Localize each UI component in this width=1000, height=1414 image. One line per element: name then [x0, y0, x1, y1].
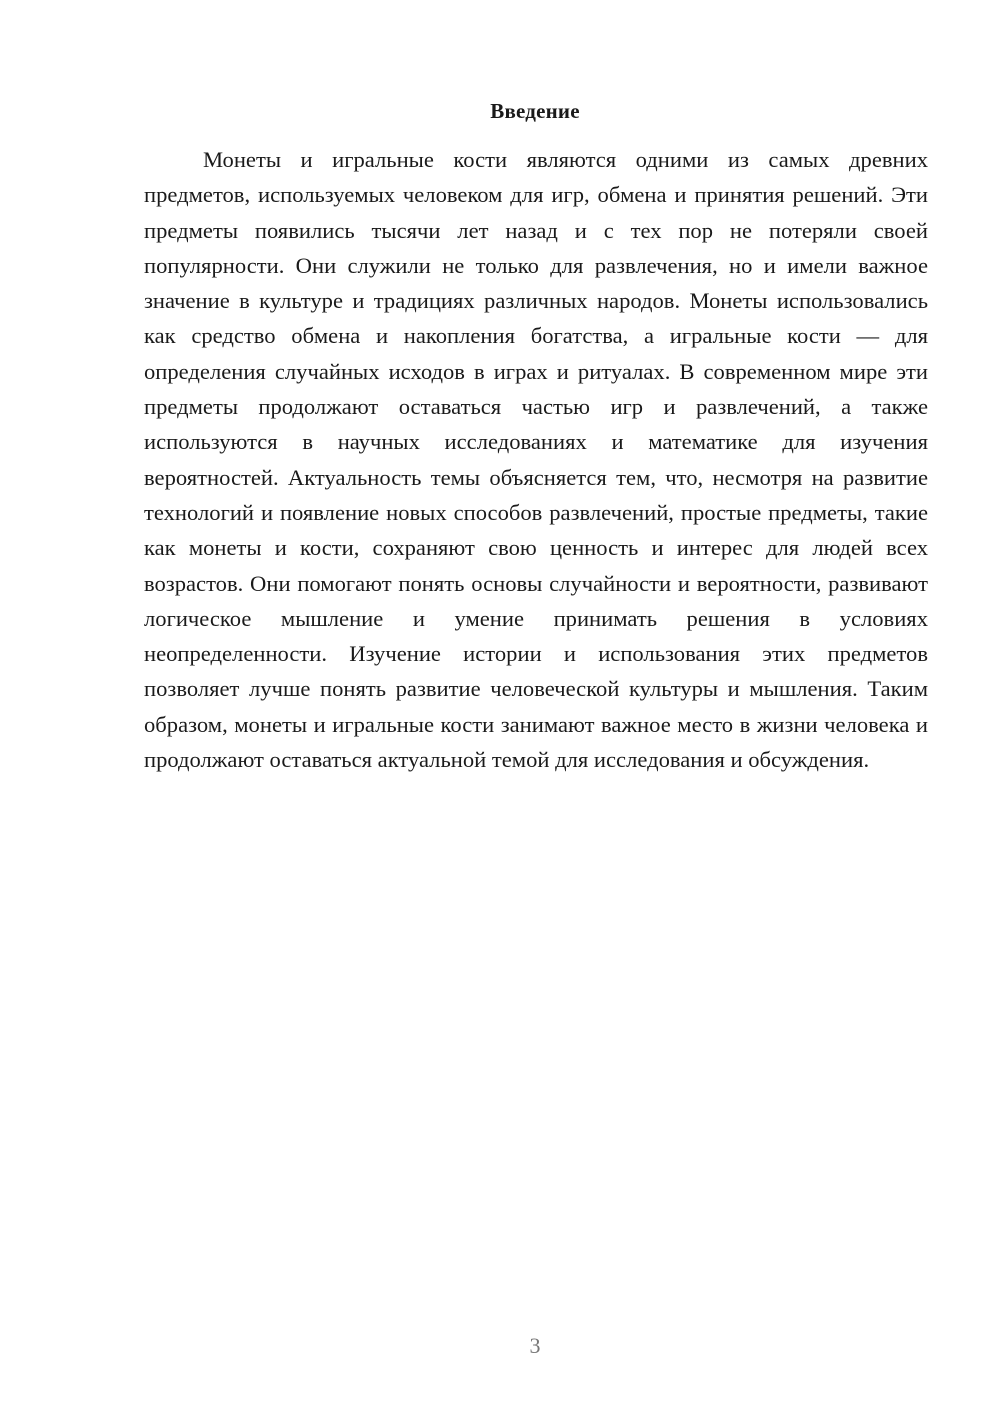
section-heading: Введение [490, 99, 580, 123]
page-number: 3 [529, 1333, 541, 1358]
body-paragraph: Монеты и игральные кости являются одними из самых древних предметов, используемых человеком для игр, обмена и принятия решений. Эти предметы появились тысячи лет назад и с тех пор не потеряли своей популярности. Они служили не только для развлечения, но и имели важное значение в культуре и традициях различных народов. Монеты использовались как средство обмена и накопления богатства, а игральные кости — для определения случайных исходов в играх и ритуалах. В современном мире эти предметы продолжают оставаться частью игр и развлечений, а также используются в научных исследованиях и математике для изучения вероятностей. Актуальность темы объясняется тем, что, несмотря на развитие технологий и появление новых способов развлечений, простые предметы, такие как монеты и кости, сохраняют свою ценность и интерес для людей всех возрастов. Они помогают понять основы случайности и вероятности, развивают логическое мышление и умение принимать решения в условиях неопределенности. Изучение истории и использования этих предметов позволяет лучше понять развитие человеческой культуры и мышления. Таким образом, монеты и игральные кости занимают важное место в жизни человека и продолжают оставаться актуальной темой для исследования и обсуждения. [144, 147, 928, 773]
